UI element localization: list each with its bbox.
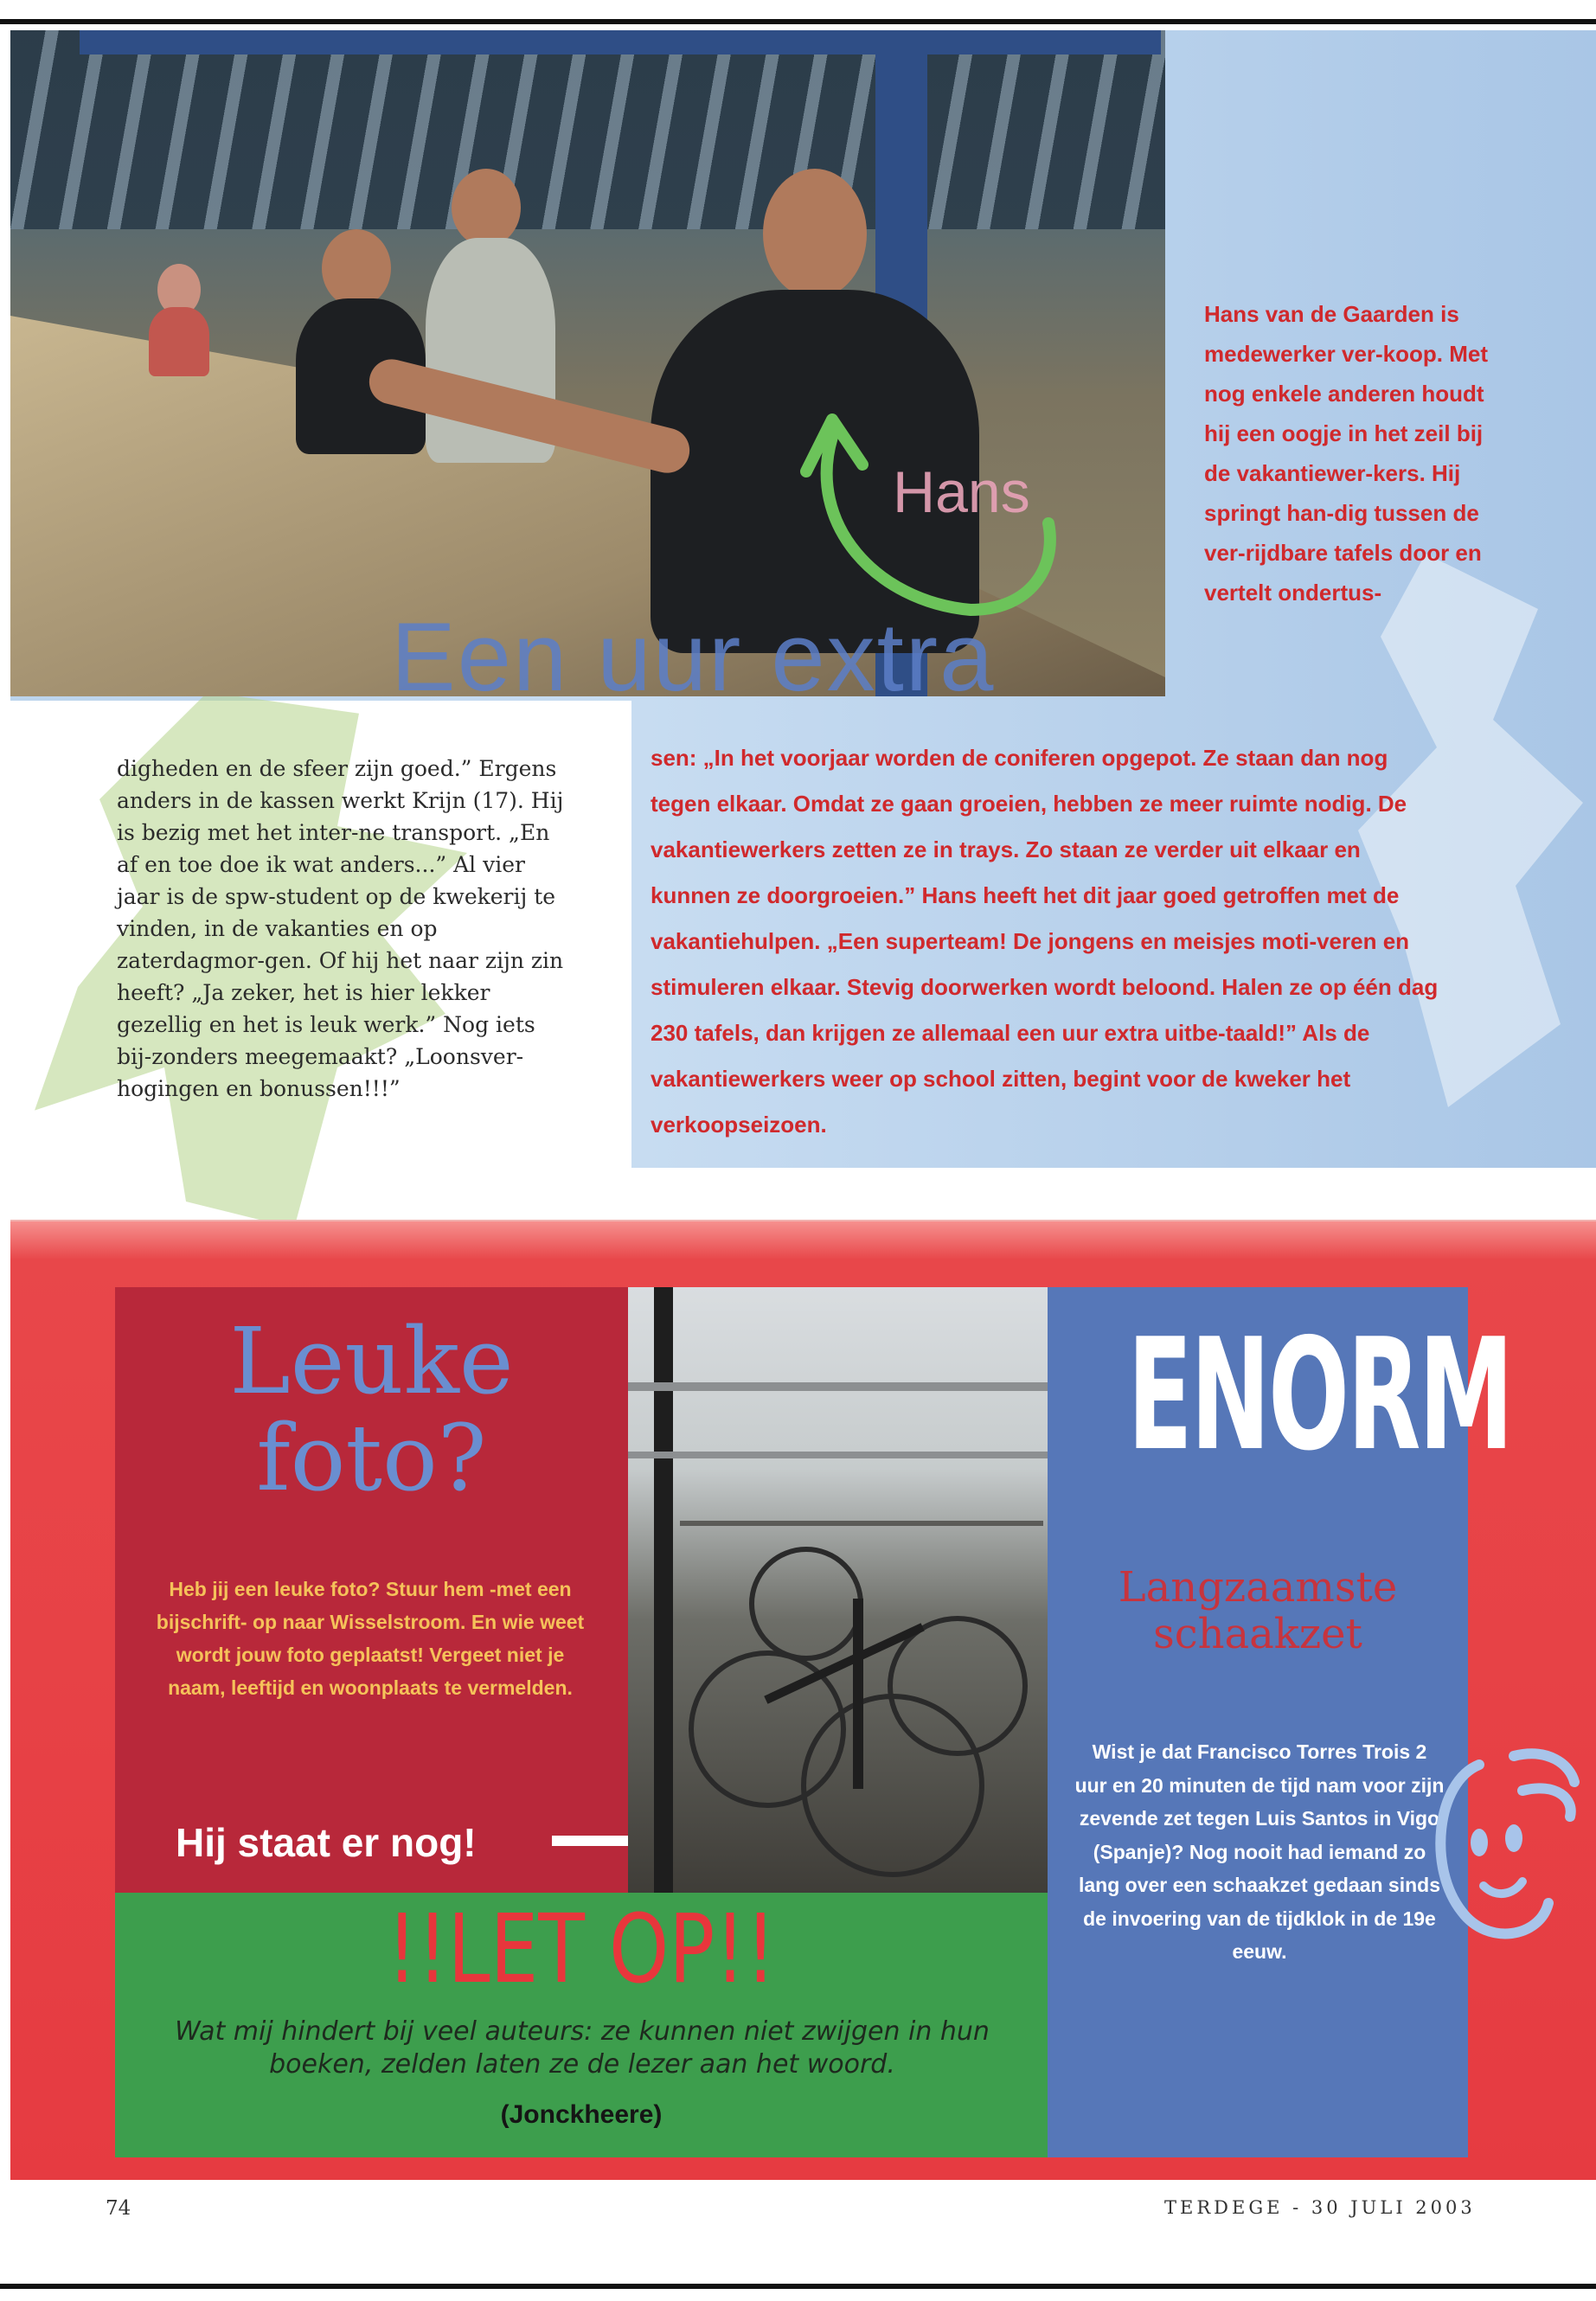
- bike-rack-rail: [680, 1521, 1043, 1526]
- enorm-subtitle: Langzaamste schaakzet: [1118, 1563, 1398, 1658]
- shelter-roof-beam: [628, 1452, 1048, 1458]
- bicycle-wheel: [749, 1547, 863, 1661]
- hans-name-tag: Hans: [893, 459, 1030, 525]
- photo-headline: Een uur extra: [391, 603, 996, 696]
- shelter-pole: [654, 1287, 673, 1893]
- nursery-photo: [10, 30, 1165, 696]
- page-number: 74: [106, 2197, 131, 2220]
- publication-footer: TERDEGE - 30 JULI 2003: [1164, 2197, 1476, 2218]
- enorm-box: [1048, 1287, 1512, 2157]
- enorm-title: ENORM: [1127, 1305, 1512, 1484]
- let-op-author: (Jonckheere): [500, 2100, 663, 2129]
- leuke-foto-title: Leuke foto?: [229, 1308, 514, 1511]
- let-op-title: !!LET OP!!: [387, 1894, 776, 2004]
- leuke-foto-box: [115, 1287, 628, 1893]
- greenhouse-roof: [10, 30, 1165, 229]
- hans-face: [763, 169, 867, 298]
- worker-body: [149, 307, 209, 376]
- let-op-quote: Wat mij hindert bij veel auteurs: ze kunnen niet zwijgen in hun boeken, zelden laten ze de lezer aan het woord.: [175, 2016, 990, 2080]
- leuke-foto-body: Heb jij een leuke foto? Stuur hem -met een bijschrift- op naar Wisselstroom. En wie weet wordt jouw foto geplaatst! Vergeet niet je naam, leeftijd en woonplaats te vermelden.: [156, 1578, 585, 1699]
- worker-head: [322, 229, 391, 307]
- top-rule: [0, 19, 1596, 24]
- steel-beam: [80, 30, 1161, 54]
- bicycle-photo: [628, 1287, 1048, 1893]
- enorm-body: Wist je dat Francisco Torres Trois 2 uur en 20 minuten de tijd nam voor zijn zevende zet tegen Luis Santos in Vigo (Spanje)? Nog nooit had iemand zo lang over een schaakzet gedaan sinds de invoering van de tijdklok in de 19e eeuw.: [1074, 1740, 1445, 1963]
- staat-er-nog-label: Hij staat er nog!: [176, 1820, 477, 1865]
- article-continuation: digheden en de sfeer zijn goed.” Ergens anders in de kassen werkt Krijn (17). Hij is bezig met het inter-ne transport. „En af en toe doe ik wat anders...” Al vier jaar is de spw-student op de kwekerij te vinden, in de vakanties en op zaterdagmor-gen. Of hij het naar zijn zin heeft? „Ja zeker, het is hier lekker gezellig en het is leuk werk.” Nog iets bij-zonders meegemaakt? „Loonsver-hogingen en bonussen!!!”: [117, 756, 564, 1101]
- shelter-roof-beam: [628, 1382, 1048, 1391]
- bottom-rule: [0, 2284, 1596, 2289]
- face-doodle-icon: [1419, 1730, 1583, 1955]
- let-op-box: [115, 1893, 1048, 2157]
- bicycle-frame: [853, 1599, 863, 1789]
- caption-sidebar: Hans van de Gaarden is medewerker ver-koop. Met nog enkele anderen houdt hij een oogje in het zeil bij de vakantiewer-kers. Hij springt han-dig tussen de ver-rijdbare tafels door en vertelt ondertus-: [1204, 301, 1489, 606]
- worker-head: [452, 169, 521, 247]
- caption-main-text: sen: „In het voorjaar worden de coniferen opgepot. Ze staan dan nog tegen elkaar. Omdat ze gaan groeien, hebben ze meer ruimte nodig. De vakantiewerkers zetten ze in trays. Zo staan ze verder uit elkaar en kunnen ze doorgroeien.” Hans heeft het dit jaar goed getroffen met de vakantiehulpen. „Een superteam! De jongens en meisjes moti-veren en stimuleren elkaar. Stevig doorwerken wordt beloond. Halen ze op één dag 230 tafels, dan krijgen ze allemaal een uur extra uitbe-taald!” Als de vakantiewerkers weer op school zitten, begint voor de kweker het verkoopseizoen.: [651, 745, 1439, 1138]
